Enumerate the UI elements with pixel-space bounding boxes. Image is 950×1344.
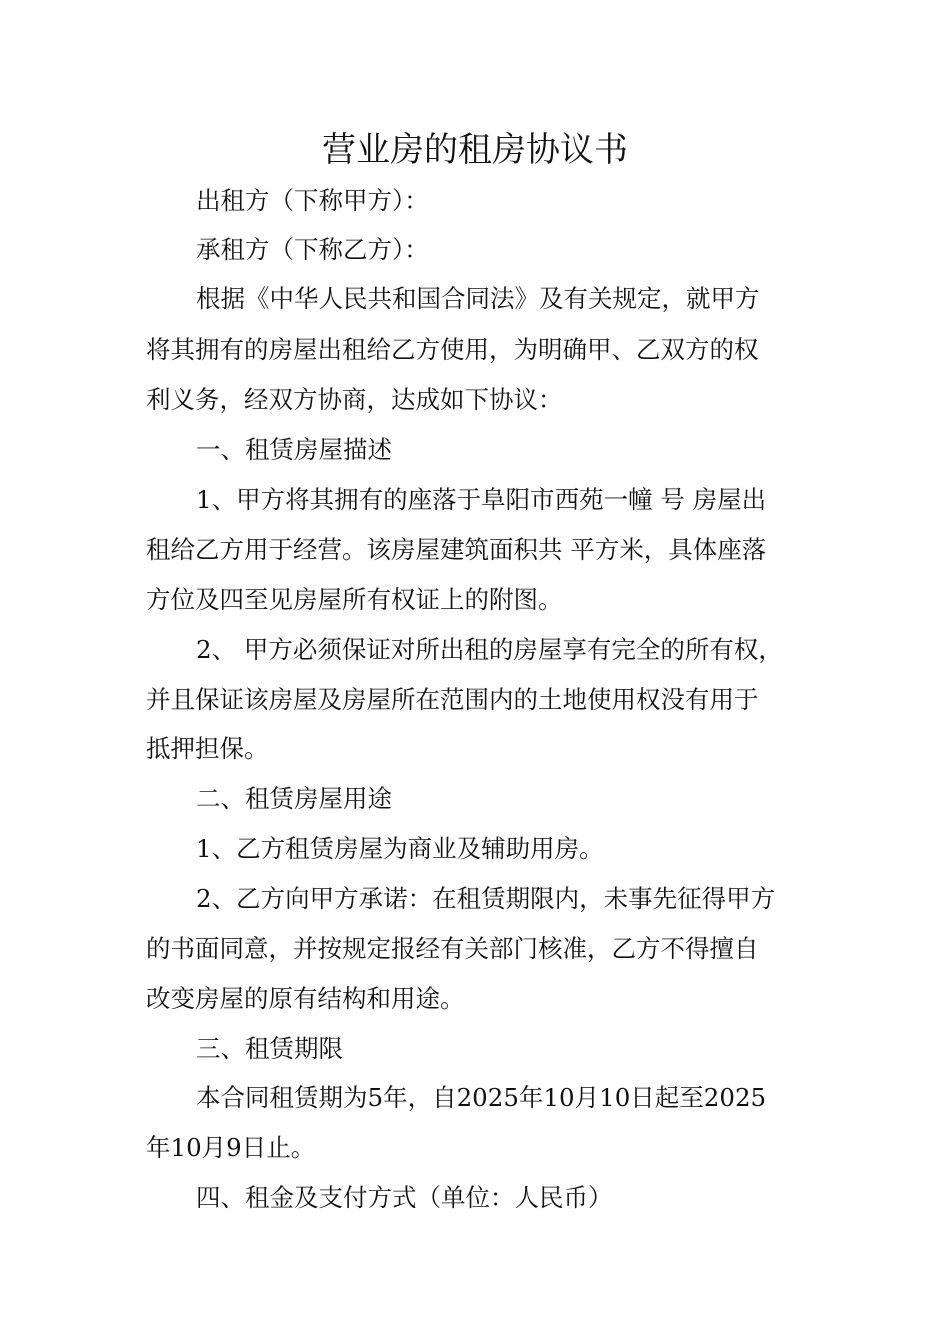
term-line-2: 年10月9日止。 bbox=[146, 1133, 316, 1162]
clause-1-1-line-1: 1、甲方将其拥有的座落于阜阳市西苑一幢 号 房屋出 bbox=[196, 485, 767, 514]
clause-2-1: 1、乙方租赁房屋为商业及辅助用房。 bbox=[196, 834, 604, 863]
section-heading-2: 二、租赁房屋用途 bbox=[196, 784, 392, 813]
preamble-line-2: 将其拥有的房屋出租给乙方使用，为明确甲、乙双方的权 bbox=[146, 335, 759, 364]
clause-2-2-line-1: 2、乙方向甲方承诺：在租赁期限内，未事先征得甲方 bbox=[196, 884, 776, 913]
preamble-line-1: 根据《中华人民共和国合同法》及有关规定，就甲方 bbox=[196, 284, 760, 313]
term-line-1: 本合同租赁期为5年，自2025年10月10日起至2025 bbox=[196, 1083, 767, 1112]
clause-2-2-line-2: 的书面同意，并按规定报经有关部门核准，乙方不得擅自 bbox=[146, 934, 759, 963]
lessee-line: 承租方（下称乙方）： bbox=[196, 235, 429, 264]
clause-1-2-line-3: 抵押担保。 bbox=[146, 734, 269, 763]
clause-1-1-line-2: 租给乙方用于经营。该房屋建筑面积共 平方米，具体座落 bbox=[146, 535, 767, 564]
section-heading-4: 四、租金及支付方式（单位：人民币） bbox=[196, 1183, 613, 1212]
clause-1-2-line-2: 并且保证该房屋及房屋所在范围内的土地使用权没有用于 bbox=[146, 685, 759, 714]
section-heading-3: 三、租赁期限 bbox=[196, 1034, 343, 1063]
clause-2-2-line-3: 改变房屋的原有结构和用途。 bbox=[146, 984, 465, 1013]
clause-1-2-line-1: 2、 甲方必须保证对所出租的房屋享有完全的所有权， bbox=[196, 635, 783, 664]
lessor-line: 出租方（下称甲方）： bbox=[196, 186, 429, 215]
document-title: 营业房的租房协议书 bbox=[322, 130, 628, 170]
section-heading-1: 一、租赁房屋描述 bbox=[196, 435, 392, 464]
clause-1-1-line-3: 方位及四至见房屋所有权证上的附图。 bbox=[146, 585, 563, 614]
preamble-line-3: 利义务，经双方协商，达成如下协议： bbox=[146, 385, 563, 414]
